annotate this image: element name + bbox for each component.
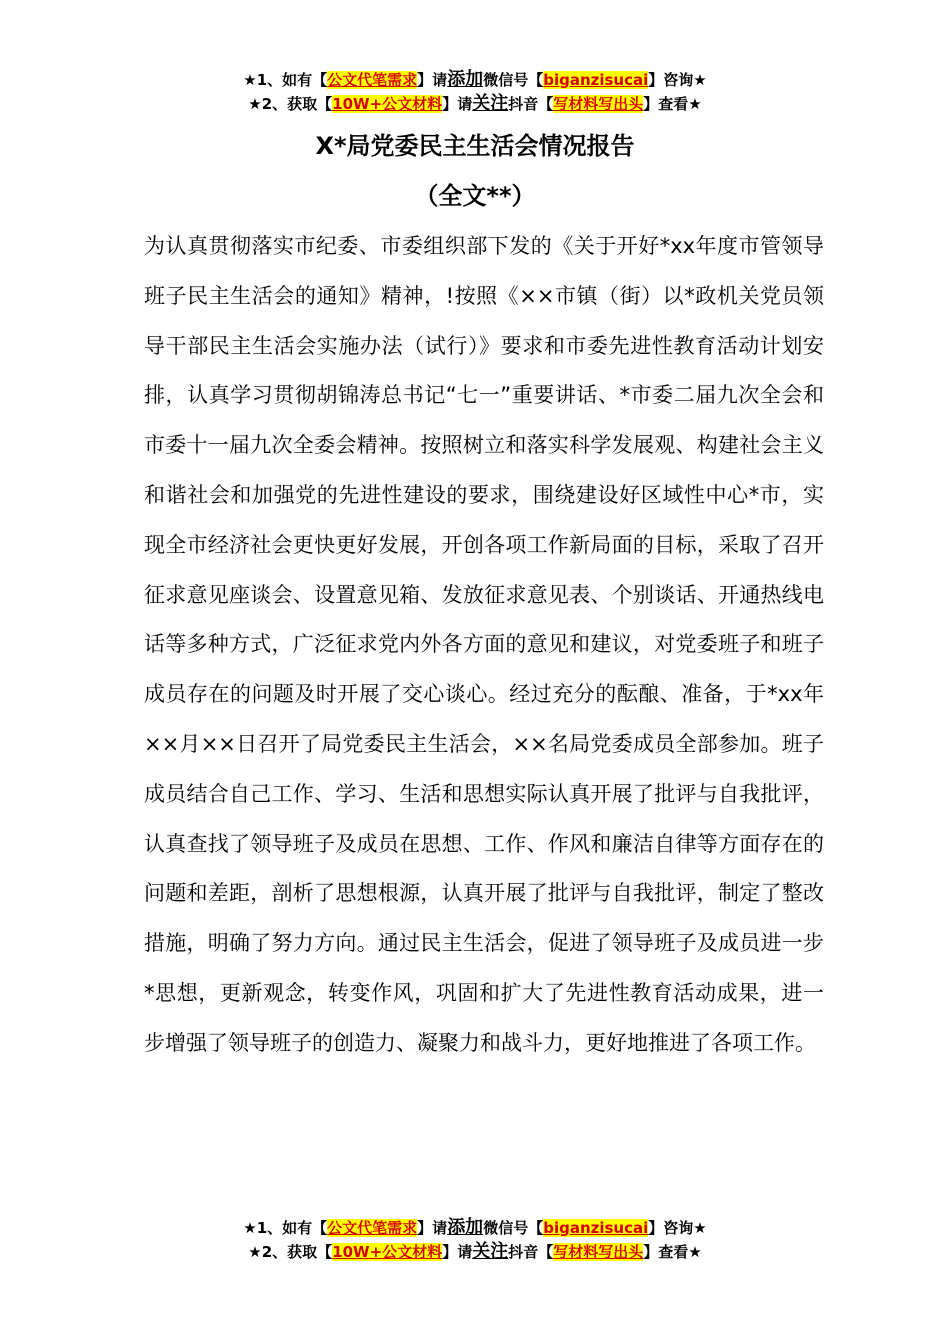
promo-emphasis: 关注	[472, 93, 509, 114]
document-subtitle: （全文**）	[414, 182, 536, 210]
promo-highlight: biganzisucai	[543, 71, 649, 89]
promo-emphasis: 添加	[447, 69, 484, 90]
promo-banner-bottom	[0, 1216, 950, 1264]
promo-text: 抖音【	[508, 95, 554, 113]
promo-text: 】咨询★	[648, 71, 707, 89]
promo-text: 微信号【	[483, 1219, 544, 1237]
promo-text: 】请	[442, 1243, 473, 1261]
promo-text: ★2、获取【	[248, 95, 333, 113]
promo-highlight: biganzisucai	[543, 1219, 649, 1237]
promo-text: ★1、如有【	[243, 71, 328, 89]
promo-highlight: 公文代笔需求	[327, 71, 418, 89]
promo-line-1	[0, 68, 950, 92]
promo-emphasis: 添加	[447, 1217, 484, 1238]
promo-line-1	[0, 1216, 950, 1240]
promo-text: 】请	[417, 71, 448, 89]
promo-line-2	[0, 1240, 950, 1264]
document-title: X*局党委民主生活会情况报告	[315, 132, 635, 160]
promo-highlight: 写材料写出头	[553, 95, 644, 113]
promo-text: ★1、如有【	[243, 1219, 328, 1237]
promo-highlight: 写材料写出头	[553, 1243, 644, 1261]
promo-highlight: 10W+公文材料	[332, 95, 443, 113]
document-body: 为认真贯彻落实市纪委、市委组织部下发的《关于开好*xx年度市管领导班子民主生活会的通知》精神，!按照《××市镇（街）以*政机关党员领导干部民主生活会实施办法（试行）》要求和市委先进性教育活动计划安排，认真学习贯彻胡锦涛总书记“七一”重要讲话、*市委二届九次全会和市委十一届九次全委会精神。按照树立和落实科学发展观、构建社会主义和谐社会和加强党的先进性建设的要求，围绕建设好区域性中心*市，实现全市经济社会更快更好发展，开创各项工作新局面的目标，采取了召开征求意见座谈会、设置意见箱、发放征求意见表、个别谈话、开通热线电话等多种方式，广泛征求党内外各方面的意见和建议，对党委班子和班子成员存在的问题及时开展了交心谈心。经过充分的酝酿、准备，于*xx年××月××日召开了局党委民主生活会，××名局党委成员全部参加。班子成员结合自己工作、学习、生活和思想实际认真开展了批评与自我批评，认真查找了领导班子及成员在思想、工作、作风和廉洁自律等方面存在的问题和差距，剖析了思想根源，认真开展了批评与自我批评，制定了整改措施，明确了努力方向。通过民主生活会，促进了领导班子及成员进一步*思想，更新观念，转变作风，巩固和扩大了先进性教育活动成果，进一步增强了领导班子的创造力、凝聚力和战斗力，更好地推进了各项工作。	[144, 234, 824, 1055]
promo-text: ★2、获取【	[248, 1243, 333, 1261]
promo-highlight: 10W+公文材料	[332, 1243, 443, 1261]
promo-emphasis: 关注	[472, 1241, 509, 1262]
promo-highlight: 公文代笔需求	[327, 1219, 418, 1237]
promo-text: 】咨询★	[648, 1219, 707, 1237]
promo-line-2	[0, 92, 950, 116]
promo-banner-top	[0, 68, 950, 116]
promo-text: 微信号【	[483, 71, 544, 89]
promo-text: 抖音【	[508, 1243, 554, 1261]
promo-text: 】请	[417, 1219, 448, 1237]
promo-text: 】查看★	[643, 1243, 702, 1261]
promo-text: 】请	[442, 95, 473, 113]
promo-text: 】查看★	[643, 95, 702, 113]
